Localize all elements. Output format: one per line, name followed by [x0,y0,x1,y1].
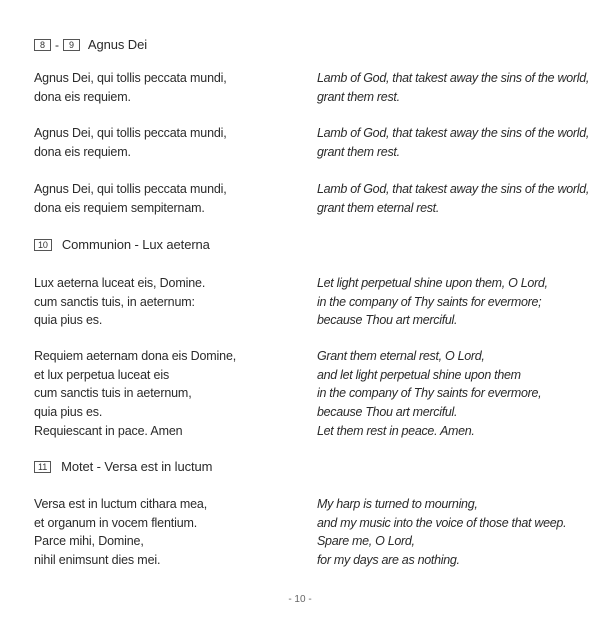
english-line: because Thou art merciful. [317,313,458,328]
section-heading-motet [34,459,212,475]
latin-line: quia pius es. [34,405,103,420]
english-stanza [317,274,548,330]
latin-line: Agnus Dei, qui tollis peccata mundi, [34,182,227,196]
english-line: grant them eternal rest. [317,200,440,215]
latin-line: Lux aeterna luceat eis, Domine. [34,276,206,290]
page-number: - 10 - [288,594,312,605]
latin-line: quia pius es. [34,313,103,328]
english-line: My harp is turned to mourning, [317,497,478,511]
english-line: grant them rest. [317,144,400,159]
section-title: Communion - Lux aeterna [61,237,210,252]
english-line: Let light perpetual shine upon them, O Lord, [317,276,548,290]
english-line: in the company of Thy saints for evermore, [317,386,542,401]
track-number-box: 11 [34,461,51,473]
latin-line: Requiem aeternam dona eis Domine, [34,349,237,363]
english-line: Lamb of God, that takest away the sins of the world, [317,71,590,85]
latin-line: et organum in vocem flentium. [34,515,198,530]
latin-stanza [34,495,207,570]
english-line: and my music into the voice of those that weep. [317,515,567,530]
english-stanza [317,124,589,161]
latin-line: Agnus Dei, qui tollis peccata mundi, [34,71,227,85]
latin-line: dona eis requiem sempiternam. [34,200,205,215]
latin-stanza [34,69,227,106]
english-line: and let light perpetual shine upon them [317,367,521,382]
latin-line: nihil enimsunt dies mei. [34,553,161,568]
english-line: Lamb of God, that takest away the sins of the world, [317,126,590,140]
latin-line: dona eis requiem. [34,89,131,104]
latin-stanza [34,180,227,217]
english-line: Lamb of God, that takest away the sins of the world, [317,182,590,196]
latin-line: Agnus Dei, qui tollis peccata mundi, [34,126,227,140]
english-stanza [317,495,566,570]
track-number-box: 10 [34,239,52,251]
track-number-box: 9 [63,39,80,51]
track-number-box: 8 [34,39,51,51]
latin-line: dona eis requiem. [34,144,131,159]
track-range-separator: - [55,38,59,52]
section-title: Motet - Versa est in luctum [61,459,213,474]
latin-line: Parce mihi, Domine, [34,534,144,549]
latin-line: cum sanctis tuis in aeternum, [34,386,192,401]
latin-stanza [34,124,227,161]
english-line: Grant them eternal rest, O Lord, [317,349,485,363]
english-line: grant them rest. [317,89,400,104]
english-line: in the company of Thy saints for evermore; [317,294,542,309]
latin-stanza [34,274,205,330]
english-line: Spare me, O Lord, [317,534,415,549]
english-line: Let them rest in peace. Amen. [317,423,475,438]
section-heading-communion [34,237,210,253]
latin-line: Versa est in luctum cithara mea, [34,497,208,511]
latin-line: et lux perpetua luceat eis [34,367,170,382]
english-stanza [317,180,589,217]
section-heading-agnus-dei [34,37,147,53]
latin-line: cum sanctis tuis, in aeternum: [34,294,195,309]
english-line: because Thou art merciful. [317,405,458,420]
latin-line: Requiescant in pace. Amen [34,423,183,438]
english-stanza [317,69,589,106]
latin-stanza [34,347,236,441]
section-title: Agnus Dei [87,37,147,52]
english-line: for my days are as nothing. [317,553,460,568]
english-stanza [317,347,541,441]
